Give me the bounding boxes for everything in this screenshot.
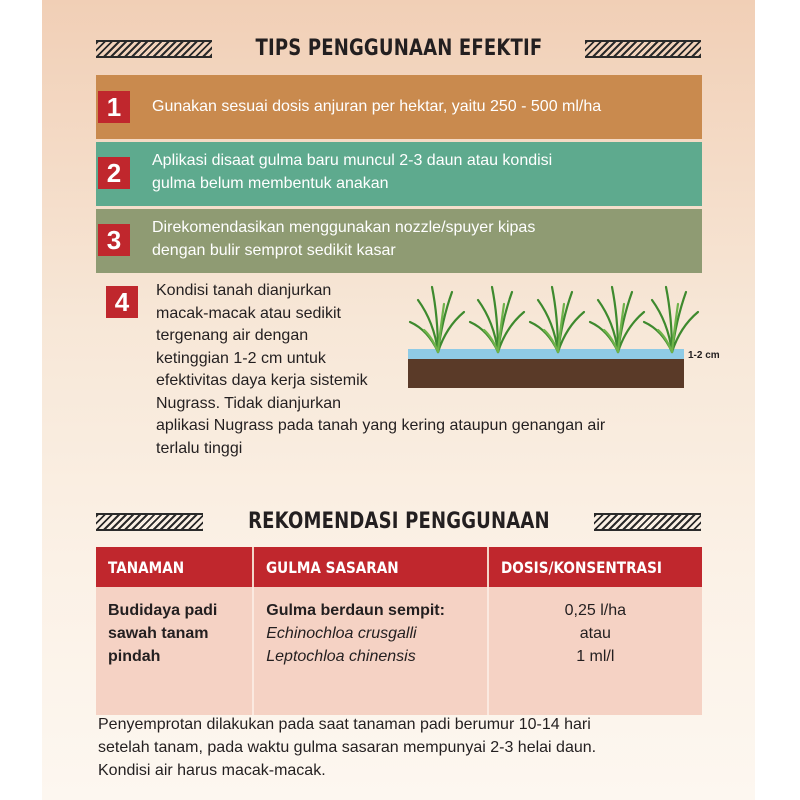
recommendation-title: REKOMENDASI PENGGUNAAN <box>247 509 550 534</box>
tip-text-line: efektivitas daya kerja sistemik <box>156 372 368 389</box>
tip-number-badge: 2 <box>98 157 130 189</box>
tip-text-line: ketinggian 1-2 cm untuk <box>156 349 326 367</box>
note-line: Kondisi air harus macak-macak. <box>98 762 326 779</box>
tip-text: Gunakan sesuai dosis anjuran per hektar, yaitu 250 - 500 ml/ha <box>152 98 602 115</box>
tip-text <box>152 216 535 262</box>
water-depth-label: 1-2 cm <box>688 350 720 361</box>
tip-text-line: terlalu tinggi <box>156 439 243 457</box>
soil-icon <box>408 358 684 388</box>
note-line: setelah tanam, pada waktu gulma sasaran mempunyai 2-3 helai daun. <box>98 739 597 756</box>
dose-line: 0,25 l/ha <box>564 602 627 619</box>
tip-text-line: aplikasi Nugrass pada tanah yang kering ataupun genangan air <box>156 417 606 434</box>
tip-2 <box>98 152 702 195</box>
weed-species: Echinochloa crusgalli <box>266 625 417 642</box>
crop-line: sawah tanam <box>108 625 209 642</box>
weed-cell <box>253 587 487 715</box>
tip-number-badge: 4 <box>106 286 138 318</box>
heading-hatch-right <box>594 513 701 531</box>
tips-heading <box>42 36 755 61</box>
rice-field-illustration <box>394 282 724 392</box>
heading-hatch-left <box>96 513 203 531</box>
weed-heading: Gulma berdaun sempit: <box>266 602 445 619</box>
tip-3 <box>98 219 702 262</box>
tip-1 <box>98 91 702 123</box>
tip-text-line: Direkomendasikan menggunakan nozzle/spuyer kipas <box>152 219 536 236</box>
tip-text <box>152 149 552 195</box>
tip-number-badge: 1 <box>98 91 130 123</box>
tip-text-line: Aplikasi disaat gulma baru muncul 2-3 daun atau kondisi <box>152 152 553 169</box>
table-row <box>96 587 702 715</box>
column-header: DOSIS/KONSENTRASI <box>488 547 702 587</box>
tip-text-line: Nugrass. Tidak dianjurkan <box>156 394 341 412</box>
rice-plant-icon <box>530 287 584 352</box>
tip-text-line: tergenang air dengan <box>156 327 309 344</box>
tip-text-line: Kondisi tanah dianjurkan <box>156 282 332 299</box>
rice-plant-icon <box>410 287 464 352</box>
application-note <box>98 713 738 782</box>
dose-cell <box>488 587 702 715</box>
heading-hatch-right <box>585 40 701 58</box>
column-header: TANAMAN <box>96 547 253 587</box>
crop-line: pindah <box>108 648 161 665</box>
recommendation-heading <box>42 509 755 534</box>
weed-species: Leptochloa chinensis <box>266 648 416 665</box>
tip-number-badge: 3 <box>98 224 130 256</box>
water-layer-icon <box>408 349 684 359</box>
column-header: GULMA SASARAN <box>253 547 487 587</box>
tip-text-line: gulma belum membentuk anakan <box>152 175 389 192</box>
rice-plant-icon <box>644 287 698 352</box>
rice-plant-icon <box>470 287 524 352</box>
tip-text-line: macak-macak atau sedikit <box>156 304 341 322</box>
rice-plant-icon <box>590 287 644 352</box>
dose-line: 1 ml/l <box>576 648 615 665</box>
tip-text-line: dengan bulir semprot sedikit kasar <box>152 242 396 259</box>
note-line: Penyemprotan dilakukan pada saat tanaman padi berumur 10-14 hari <box>98 716 591 733</box>
table-header-row <box>96 547 702 587</box>
dose-line: atau <box>579 625 611 642</box>
tips-title: TIPS PENGGUNAAN EFEKTIF <box>255 36 542 61</box>
recommendation-table <box>96 547 702 715</box>
product-leaflet <box>42 0 755 800</box>
heading-hatch-left <box>96 40 212 58</box>
crop-line: Budidaya padi <box>108 602 218 619</box>
crop-cell <box>96 587 253 715</box>
